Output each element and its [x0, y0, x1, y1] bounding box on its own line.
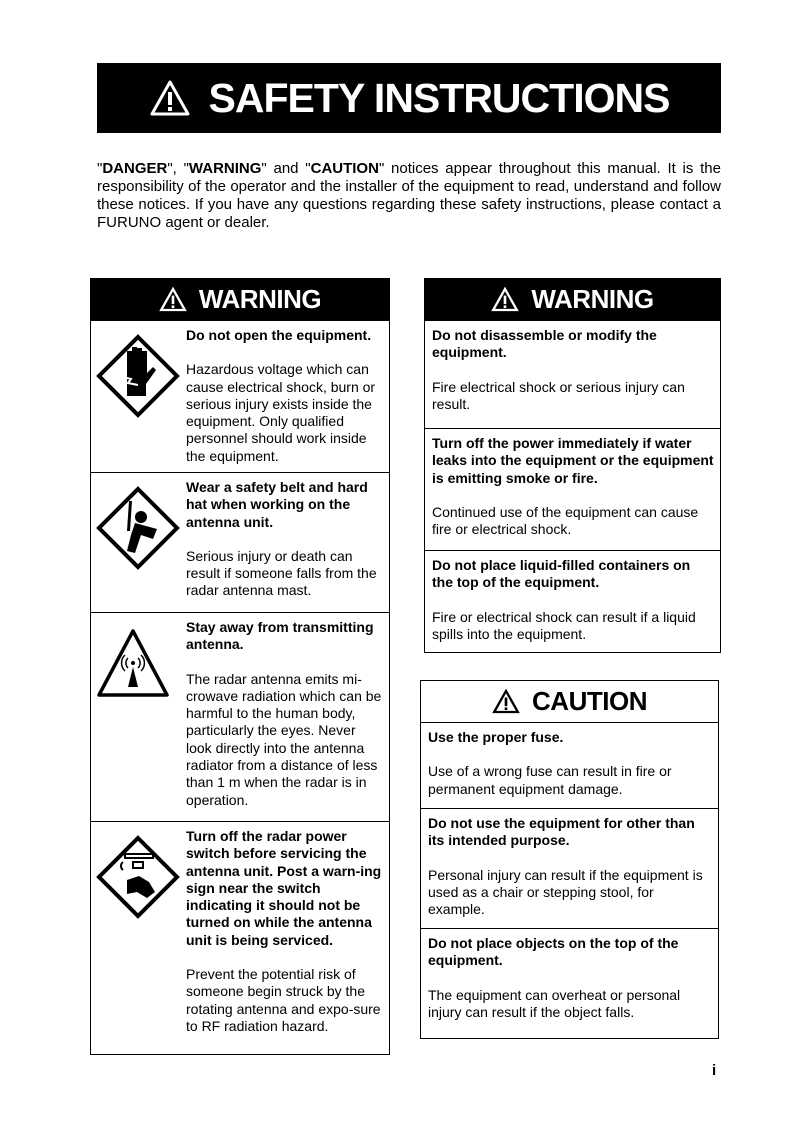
warning-item: Turn off the power immediately if water leaks into the equipment or the equipment is emitting smoke or fire. Continued use of the equipment can cause fire or electrical shock. — [425, 428, 720, 550]
falling-person-icon — [95, 485, 181, 571]
page-number: i — [712, 1062, 717, 1079]
warning-triangle-icon — [491, 287, 519, 312]
warning-item: Do not open the equipment. Hazardous voltage which can cause electrical shock, burn or serious injury exists inside the equipment. Only qualified personnel should work inside the equipment. — [91, 320, 389, 472]
left-warning-box — [90, 278, 390, 1055]
right-warning-box — [424, 278, 721, 653]
warning-item: Wear a safety belt and hard hat when working on the antenna unit. Serious injury or death can result if someone falls from the radar antenna mast. — [91, 472, 389, 612]
warning-item: Turn off the radar power switch before servicing the antenna unit. Post a warn-ing sign near the switch indicating it should not be turned on while the antenna unit is being serviced. Prevent the potential risk of someone begin struck by the rotating antenna and expo-sure to RF radiation hazard. — [91, 821, 389, 1055]
warning-header: WARNING — [425, 279, 720, 320]
warning-triangle-icon — [149, 79, 191, 117]
radiation-antenna-icon — [95, 625, 171, 701]
caution-header: CAUTION — [421, 681, 718, 723]
warning-triangle-icon — [159, 287, 187, 312]
warning-header: WARNING — [91, 279, 389, 320]
caution-box — [420, 680, 719, 1039]
warning-item: Do not disassemble or modify the equipment. Fire electrical shock or serious injury can result. — [425, 320, 720, 428]
caution-item: Do not use the equipment for other than its intended purpose. Personal injury can result if the equipment is used as a chair or stepping stool, for example. — [421, 808, 718, 928]
warning-item: Stay away from transmitting antenna. The radar antenna emits mi-crowave radiation which can be harmful to the human body, particularly the eyes. Never look directly into the antenna radiator from a distance of less than 1 m when the radar is in operation. — [91, 612, 389, 821]
electric-shock-hand-icon — [95, 333, 181, 419]
caution-item: Do not place objects on the top of the equipment. The equipment can overheat or personal injury can result if the object falls. — [421, 928, 718, 1039]
warning-item: Do not place liquid-filled containers on the top of the equipment. Fire or electrical shock can result if a liquid spills into the equipment. — [425, 550, 720, 652]
page-title: SAFETY INSTRUCTIONS — [97, 63, 721, 133]
intro-paragraph: "DANGER", "WARNING" and "CAUTION" notices appear throughout this manual. It is the responsibility of the operator and the installer of the equipment to read, understand and follow these notices. If you have any questions regarding these safety instructions, please contact a FURUNO agent or dealer. — [97, 160, 721, 231]
caution-triangle-icon — [492, 689, 520, 714]
caution-item: Use the proper fuse. Use of a wrong fuse can result in fire or permanent equipment damage. — [428, 729, 672, 797]
rotating-antenna-icon — [95, 834, 181, 920]
